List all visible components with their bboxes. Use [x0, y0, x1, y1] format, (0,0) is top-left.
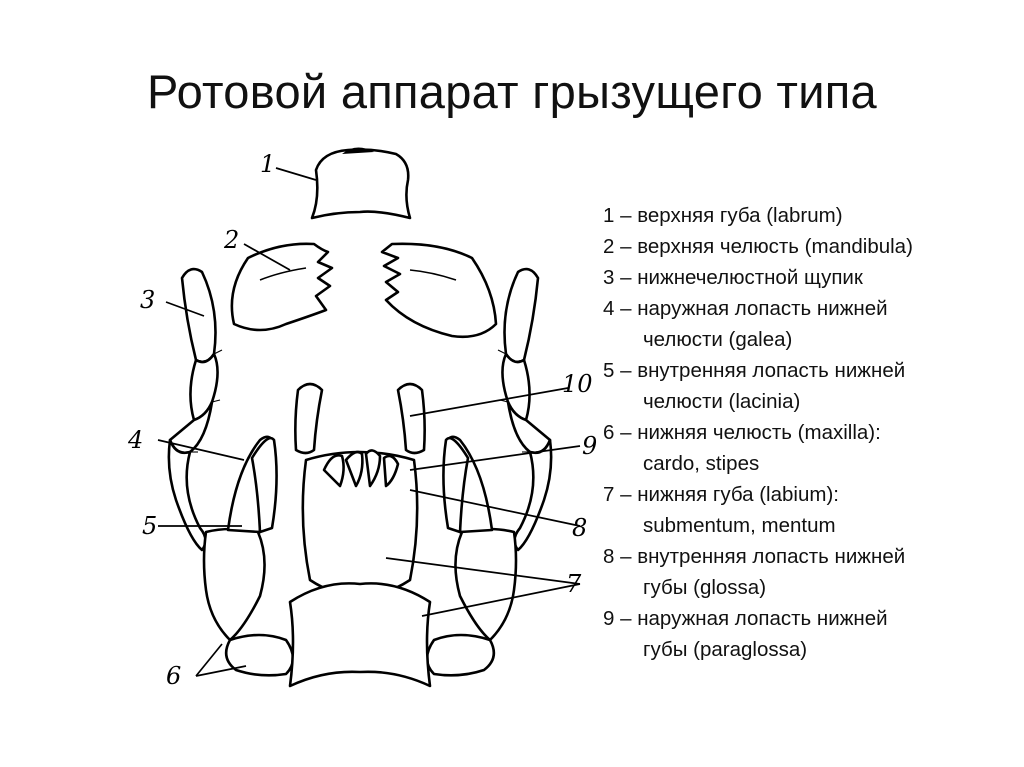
legend-item-4	[603, 293, 1013, 355]
setae-marks	[190, 350, 530, 452]
legend-number: 8	[603, 545, 615, 568]
legend-text: – внутренняя лопасть нижней	[620, 545, 906, 568]
figure-label-6: 6	[166, 662, 182, 690]
legend-item-3	[603, 262, 1013, 293]
legend-item-5	[603, 355, 1013, 417]
legend-number: 1	[603, 204, 615, 227]
labrum-shape	[312, 147, 410, 218]
legend-number: 3	[603, 266, 615, 289]
legend-text-continued: челюсти (galea)	[643, 328, 793, 351]
legend-number: 7	[603, 483, 615, 506]
legend-text: – наружная лопасть нижней	[620, 607, 888, 630]
mandible-shapes	[232, 244, 496, 337]
legend-number: 2	[603, 235, 615, 258]
legend-number: 6	[603, 421, 615, 444]
legend-text-continued: губы (paraglossa)	[643, 638, 808, 661]
legend-text: – верхняя челюсть (mandibula)	[620, 235, 913, 258]
figure-label-4: 4	[128, 426, 144, 454]
mouthparts-drawing	[110, 140, 610, 700]
legend-item-8	[603, 541, 1013, 603]
labial-palp-shapes	[295, 384, 424, 453]
legend-text-continued: cardo, stipes	[643, 452, 760, 475]
figure-label-5: 5	[142, 512, 158, 540]
legend-text: – верхняя губа (labrum)	[620, 204, 843, 227]
legend-text: – нижняя челюсть (maxilla):	[620, 421, 881, 444]
figure-label-3: 3	[140, 286, 156, 314]
labium-shapes	[290, 450, 430, 686]
figure-label-2: 2	[224, 226, 240, 254]
legend-text: – нижняя губа (labium):	[620, 483, 839, 506]
figure-label-8: 8	[572, 514, 588, 542]
legend-item-2	[603, 231, 1013, 262]
legend-number: 4	[603, 297, 615, 320]
legend-text-continued: губы (glossa)	[643, 576, 767, 599]
figure-label-10: 10	[562, 370, 593, 398]
legend-text: – наружная лопасть нижней	[620, 297, 888, 320]
legend-item-1	[603, 200, 1013, 231]
slide-title: Ротовой аппарат грызущего типа	[147, 65, 877, 118]
legend-item-6	[603, 417, 1013, 479]
figure-label-9: 9	[582, 432, 598, 460]
legend	[603, 200, 1013, 665]
legend-number: 9	[603, 607, 615, 630]
legend-text: – внутренняя лопасть нижней	[620, 359, 906, 382]
legend-item-9	[603, 603, 1013, 665]
legend-number: 5	[603, 359, 615, 382]
figure-label-7: 7	[566, 570, 582, 598]
figure-label-1: 1	[260, 150, 276, 178]
legend-text-continued: челюсти (lacinia)	[643, 390, 801, 413]
mouthparts-diagram	[110, 140, 610, 700]
legend-text-continued: submentum, mentum	[643, 514, 836, 537]
legend-text: – нижнечелюстной щупик	[620, 266, 863, 289]
legend-item-7	[603, 479, 1013, 541]
